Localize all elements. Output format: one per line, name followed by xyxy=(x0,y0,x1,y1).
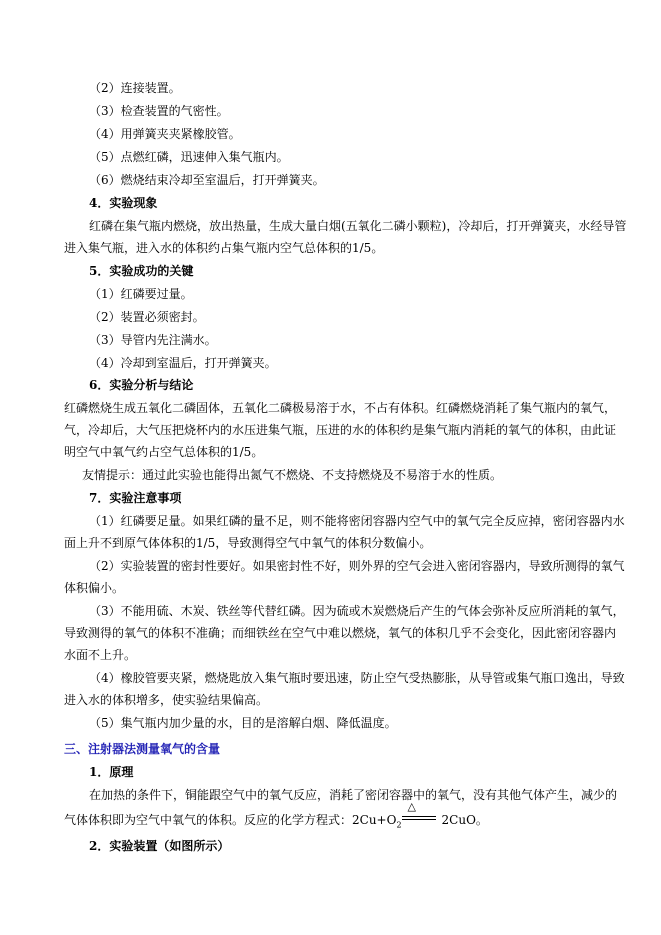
key-4: （4）冷却到室温后，打开弹簧夹。 xyxy=(89,356,277,370)
heading-analysis: 6．实验分析与结论 xyxy=(89,378,194,392)
heading-apparatus: 2．实验装置（如图所示） xyxy=(89,839,230,853)
note-3-line-1: （3）不能用硫、木炭、铁丝等代替红磷。因为硫或木炭燃烧后产生的气体会弥补反应所消耗的氧气， xyxy=(89,604,625,618)
note-3-line-2: 导致测得的氧气的体积不准确；而细铁丝在空气中难以燃烧，氧气的体积几乎不会变化，因此密闭容器内 xyxy=(64,626,617,640)
note-4-line-2: 进入水的体积增多，使实验结果偏高。 xyxy=(64,693,269,707)
step-2: （2）连接装置。 xyxy=(89,81,181,95)
note-4-line-1: （4）橡胶管要夹紧，燃烧匙放入集气瓶时要迅速，防止空气受热膨胀，从导管或集气瓶口逸出，导致 xyxy=(89,671,625,685)
analysis-line-3: 明空气中氧气约占空气总体积的1/5。 xyxy=(64,445,264,459)
step-4: （4）用弹簧夹夹紧橡胶管。 xyxy=(89,127,241,141)
analysis-line-1: 红磷燃烧生成五氧化二磷固体，五氧化二磷极易溶于水，不占有体积。红磷燃烧消耗了集气瓶内的氧气， xyxy=(64,401,617,415)
key-2: （2）装置必须密封。 xyxy=(89,310,205,324)
double-bar xyxy=(402,816,436,820)
step-5: （5）点燃红磷，迅速伸入集气瓶内。 xyxy=(89,150,289,164)
note-1-line-1: （1）红磷要足量。如果红磷的量不足，则不能将密闭容器内空气中的氧气完全反应掉，密闭容器内水 xyxy=(89,514,625,528)
principle-line-1: 在加热的条件下，铜能跟空气中的氧气反应，消耗了密闭容器中的氧气，没有其他气体产生，减少的 xyxy=(89,788,618,802)
section-3-title: 三、注射器法测量氧气的含量 xyxy=(64,742,221,756)
phenomenon-line-2: 进入集气瓶，进入水的体积约占集气瓶内空气总体积的1/5。 xyxy=(64,241,384,255)
principle-line-2 xyxy=(64,800,584,830)
principle-line-2-product: 2CuO。 xyxy=(441,813,488,827)
step-6: （6）燃烧结束冷却至室温后，打开弹簧夹。 xyxy=(89,173,325,187)
phenomenon-line-1: 红磷在集气瓶内燃烧，放出热量，生成大量白烟(五氧化二磷小颗粒)，冷却后，打开弹簧夹，水经导管 xyxy=(89,219,627,233)
note-3-line-3: 水面不上升。 xyxy=(64,648,137,662)
delta-symbol: △ xyxy=(407,800,417,813)
note-2-line-2: 体积偏小。 xyxy=(64,581,125,595)
note-1-line-2: 面上升不到原气体体积的1/5，导致测得空气中氧气的体积分数偏小。 xyxy=(64,536,432,550)
key-1: （1）红磷要过量。 xyxy=(89,287,193,301)
heading-phenomenon: 4．实验现象 xyxy=(89,196,158,210)
o2-subscript: 2 xyxy=(396,820,402,830)
analysis-line-2: 气，冷却后，大气压把烧杯内的水压进集气瓶，压进的水的体积约是集气瓶内消耗的氧气的体积，由此证 xyxy=(64,423,617,437)
note-5: （5）集气瓶内加少量的水，目的是溶解白烟、降低温度。 xyxy=(89,716,397,730)
key-3: （3）导管内先注满水。 xyxy=(89,333,217,347)
heat-equals-sign xyxy=(402,800,442,824)
heading-notes: 7．实验注意事项 xyxy=(89,491,182,505)
step-3: （3）检查装置的气密性。 xyxy=(89,104,229,118)
heading-key-points: 5．实验成功的关键 xyxy=(89,264,194,278)
friendly-tip: 友情提示：通过此实验也能得出氮气不燃烧、不支持燃烧及不易溶于水的性质。 xyxy=(82,468,503,482)
principle-line-2-text: 气体体积即为空气中氧气的体积。反应的化学方程式：2Cu+O xyxy=(64,813,397,827)
heading-principle: 1．原理 xyxy=(89,765,134,779)
note-2-line-1: （2）实验装置的密封性要好。如果密封性不好，则外界的空气会进入密闭容器内，导致所测得的氧气 xyxy=(89,559,625,573)
